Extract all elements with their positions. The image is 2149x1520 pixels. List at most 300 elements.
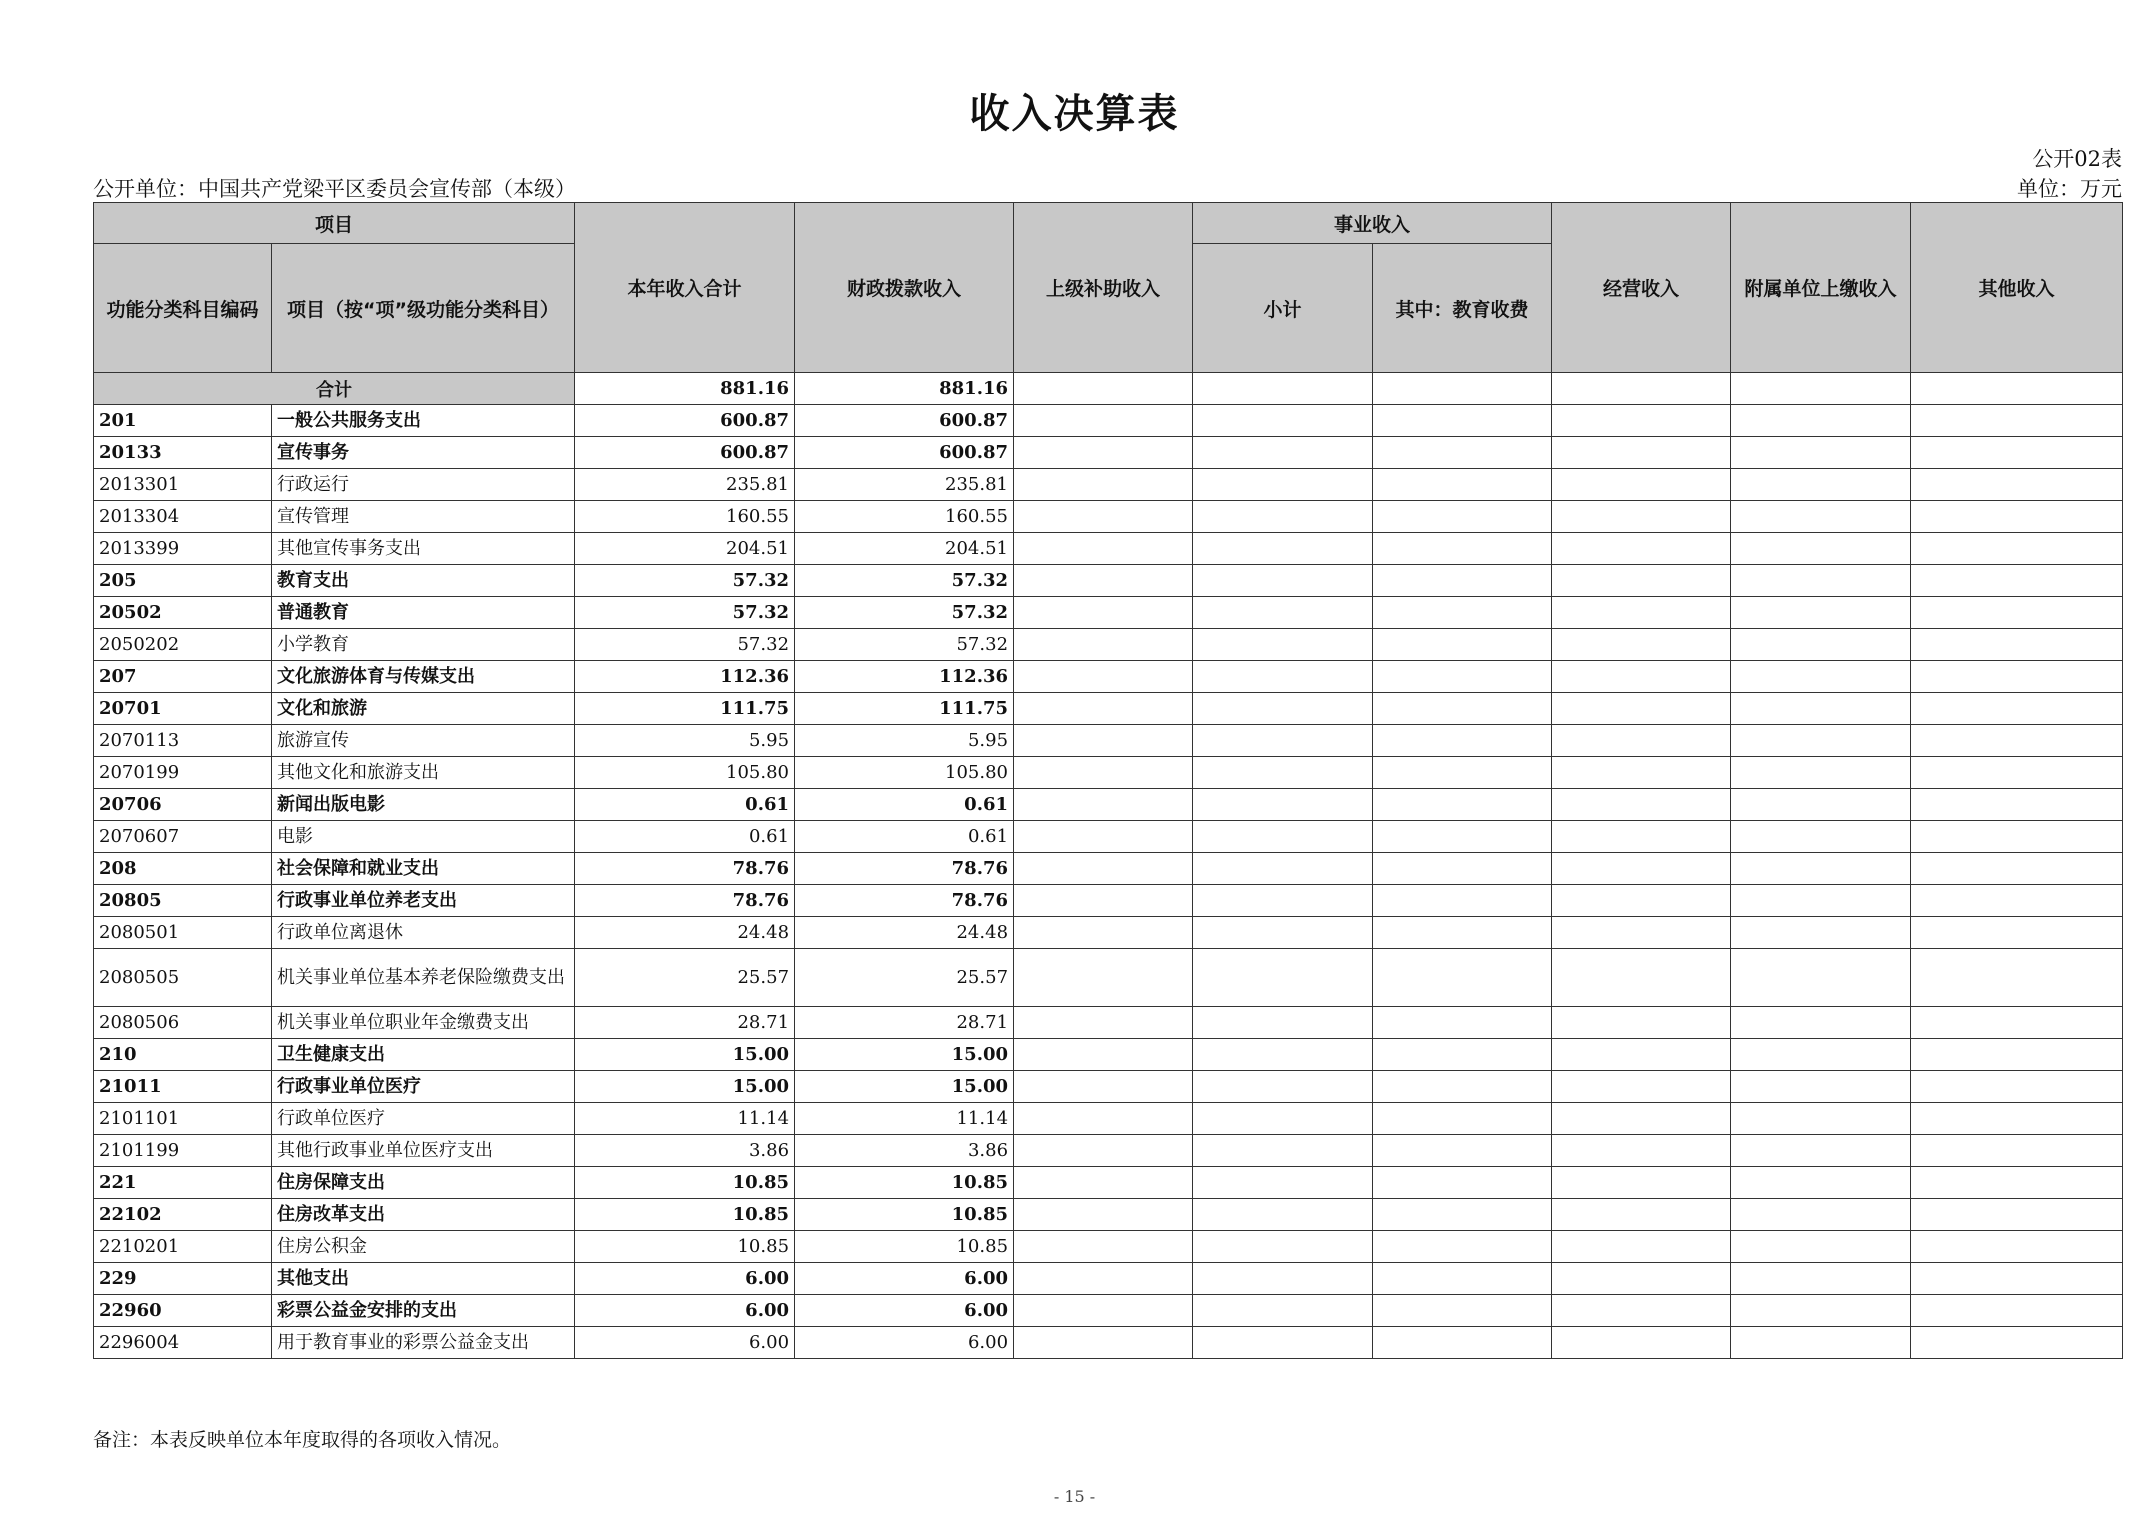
code-cell: 21011 xyxy=(94,1071,272,1103)
table-row xyxy=(94,597,2123,629)
table-row xyxy=(94,565,2123,597)
table-row xyxy=(94,1199,2123,1231)
empty-cell xyxy=(1193,1103,1373,1135)
table-row xyxy=(94,405,2123,437)
fiscal-income-cell: 111.75 xyxy=(795,693,1014,725)
empty-cell xyxy=(1193,1071,1373,1103)
empty-cell xyxy=(1911,1199,2123,1231)
empty-cell xyxy=(1373,629,1552,661)
empty-cell xyxy=(1373,757,1552,789)
name-cell: 教育支出 xyxy=(272,565,575,597)
total-income-cell: 204.51 xyxy=(575,533,795,565)
empty-cell xyxy=(1731,1327,1911,1359)
table-row xyxy=(94,661,2123,693)
header-fiscal: 财政拨款收入 xyxy=(795,203,1014,373)
empty-cell xyxy=(1373,437,1552,469)
empty-cell xyxy=(1731,1135,1911,1167)
code-cell: 229 xyxy=(94,1263,272,1295)
empty-cell xyxy=(1373,917,1552,949)
empty-cell xyxy=(1193,1263,1373,1295)
empty-cell xyxy=(1014,437,1193,469)
empty-cell xyxy=(1731,885,1911,917)
page-number: - 15 - xyxy=(1053,1487,1096,1506)
empty-cell xyxy=(1731,501,1911,533)
empty-cell xyxy=(1373,949,1552,1007)
fiscal-income-cell: 600.87 xyxy=(795,437,1014,469)
empty-cell xyxy=(1373,565,1552,597)
empty-cell xyxy=(1193,821,1373,853)
empty-cell xyxy=(1373,1199,1552,1231)
total-income-cell: 25.57 xyxy=(575,949,795,1007)
empty-cell xyxy=(1193,853,1373,885)
empty-cell xyxy=(1373,373,1552,405)
name-cell: 住房改革支出 xyxy=(272,1199,575,1231)
empty-cell xyxy=(1911,949,2123,1007)
header-code: 功能分类科目编码 xyxy=(94,244,272,373)
empty-cell xyxy=(1552,725,1731,757)
empty-cell xyxy=(1911,821,2123,853)
empty-cell xyxy=(1014,1327,1193,1359)
fiscal-income-cell: 57.32 xyxy=(795,597,1014,629)
empty-cell xyxy=(1731,821,1911,853)
table-row xyxy=(94,437,2123,469)
name-cell: 电影 xyxy=(272,821,575,853)
empty-cell xyxy=(1731,725,1911,757)
empty-cell xyxy=(1552,1071,1731,1103)
code-cell: 207 xyxy=(94,661,272,693)
empty-cell xyxy=(1731,1231,1911,1263)
table-row xyxy=(94,629,2123,661)
fiscal-income-cell: 15.00 xyxy=(795,1039,1014,1071)
empty-cell xyxy=(1552,821,1731,853)
header-operating: 经营收入 xyxy=(1552,203,1731,373)
total-income-cell: 78.76 xyxy=(575,853,795,885)
empty-cell xyxy=(1014,949,1193,1007)
empty-cell xyxy=(1014,501,1193,533)
empty-cell xyxy=(1731,405,1911,437)
total-row xyxy=(94,373,2123,405)
empty-cell xyxy=(1014,1167,1193,1199)
empty-cell xyxy=(1911,757,2123,789)
header-total: 本年收入合计 xyxy=(575,203,795,373)
empty-cell xyxy=(1373,1039,1552,1071)
empty-cell xyxy=(1731,917,1911,949)
total-income-cell: 111.75 xyxy=(575,693,795,725)
empty-cell xyxy=(1014,1071,1193,1103)
fiscal-income-cell: 57.32 xyxy=(795,629,1014,661)
name-cell: 其他宣传事务支出 xyxy=(272,533,575,565)
empty-cell xyxy=(1731,1199,1911,1231)
code-cell: 2050202 xyxy=(94,629,272,661)
empty-cell xyxy=(1552,693,1731,725)
code-cell: 2101101 xyxy=(94,1103,272,1135)
empty-cell xyxy=(1193,597,1373,629)
table-row xyxy=(94,821,2123,853)
table-row xyxy=(94,501,2123,533)
empty-cell xyxy=(1911,629,2123,661)
empty-cell xyxy=(1552,885,1731,917)
empty-cell xyxy=(1552,757,1731,789)
empty-cell xyxy=(1014,885,1193,917)
empty-cell xyxy=(1911,725,2123,757)
code-cell: 20502 xyxy=(94,597,272,629)
total-income-cell: 881.16 xyxy=(575,373,795,405)
code-cell: 20701 xyxy=(94,693,272,725)
empty-cell xyxy=(1911,405,2123,437)
fiscal-income-cell: 112.36 xyxy=(795,661,1014,693)
fiscal-income-cell: 10.85 xyxy=(795,1231,1014,1263)
code-cell: 2013301 xyxy=(94,469,272,501)
name-cell: 行政单位医疗 xyxy=(272,1103,575,1135)
code-cell: 2013399 xyxy=(94,533,272,565)
total-income-cell: 6.00 xyxy=(575,1263,795,1295)
empty-cell xyxy=(1911,917,2123,949)
total-income-cell: 15.00 xyxy=(575,1071,795,1103)
empty-cell xyxy=(1911,1007,2123,1039)
empty-cell xyxy=(1193,885,1373,917)
empty-cell xyxy=(1731,565,1911,597)
name-cell: 宣传管理 xyxy=(272,501,575,533)
empty-cell xyxy=(1014,469,1193,501)
empty-cell xyxy=(1911,661,2123,693)
fiscal-income-cell: 600.87 xyxy=(795,405,1014,437)
empty-cell xyxy=(1373,853,1552,885)
empty-cell xyxy=(1373,1327,1552,1359)
empty-cell xyxy=(1193,1327,1373,1359)
empty-cell xyxy=(1014,757,1193,789)
table-row xyxy=(94,789,2123,821)
fiscal-income-cell: 6.00 xyxy=(795,1327,1014,1359)
empty-cell xyxy=(1193,1199,1373,1231)
empty-cell xyxy=(1552,565,1731,597)
header-business-group: 事业收入 xyxy=(1193,203,1552,244)
fiscal-income-cell: 235.81 xyxy=(795,469,1014,501)
table-row xyxy=(94,949,2123,1007)
empty-cell xyxy=(1373,405,1552,437)
name-cell: 机关事业单位基本养老保险缴费支出 xyxy=(272,949,575,1007)
empty-cell xyxy=(1373,1295,1552,1327)
fiscal-income-cell: 78.76 xyxy=(795,885,1014,917)
name-cell: 行政事业单位医疗 xyxy=(272,1071,575,1103)
code-cell: 22102 xyxy=(94,1199,272,1231)
table-row xyxy=(94,757,2123,789)
empty-cell xyxy=(1552,437,1731,469)
income-table xyxy=(93,202,2123,1359)
empty-cell xyxy=(1014,1263,1193,1295)
empty-cell xyxy=(1193,1135,1373,1167)
name-cell: 宣传事务 xyxy=(272,437,575,469)
empty-cell xyxy=(1731,437,1911,469)
empty-cell xyxy=(1911,853,2123,885)
empty-cell xyxy=(1373,1167,1552,1199)
name-cell: 社会保障和就业支出 xyxy=(272,853,575,885)
currency-unit: 单位：万元 xyxy=(2017,177,2122,201)
table-row xyxy=(94,1295,2123,1327)
empty-cell xyxy=(1552,533,1731,565)
empty-cell xyxy=(1193,949,1373,1007)
empty-cell xyxy=(1193,501,1373,533)
name-cell: 文化旅游体育与传媒支出 xyxy=(272,661,575,693)
empty-cell xyxy=(1373,1135,1552,1167)
empty-cell xyxy=(1373,725,1552,757)
total-income-cell: 57.32 xyxy=(575,629,795,661)
fiscal-income-cell: 0.61 xyxy=(795,789,1014,821)
name-cell: 普通教育 xyxy=(272,597,575,629)
empty-cell xyxy=(1731,373,1911,405)
total-income-cell: 28.71 xyxy=(575,1007,795,1039)
reporting-unit: 公开单位：中国共产党梁平区委员会宣传部（本级） xyxy=(93,177,576,201)
empty-cell xyxy=(1731,853,1911,885)
code-cell: 2101199 xyxy=(94,1135,272,1167)
empty-cell xyxy=(1731,949,1911,1007)
code-cell: 205 xyxy=(94,565,272,597)
header-superior: 上级补助收入 xyxy=(1014,203,1193,373)
header-subtotal: 小计 xyxy=(1193,244,1373,373)
empty-cell xyxy=(1373,501,1552,533)
empty-cell xyxy=(1193,757,1373,789)
total-income-cell: 112.36 xyxy=(575,661,795,693)
empty-cell xyxy=(1911,597,2123,629)
name-cell: 其他行政事业单位医疗支出 xyxy=(272,1135,575,1167)
total-income-cell: 600.87 xyxy=(575,437,795,469)
empty-cell xyxy=(1552,629,1731,661)
fiscal-income-cell: 204.51 xyxy=(795,533,1014,565)
empty-cell xyxy=(1014,1231,1193,1263)
empty-cell xyxy=(1193,917,1373,949)
empty-cell xyxy=(1373,1231,1552,1263)
empty-cell xyxy=(1373,1103,1552,1135)
name-cell: 彩票公益金安排的支出 xyxy=(272,1295,575,1327)
empty-cell xyxy=(1552,1167,1731,1199)
empty-cell xyxy=(1552,501,1731,533)
total-income-cell: 0.61 xyxy=(575,821,795,853)
empty-cell xyxy=(1373,789,1552,821)
empty-cell xyxy=(1552,405,1731,437)
fiscal-income-cell: 10.85 xyxy=(795,1167,1014,1199)
empty-cell xyxy=(1373,693,1552,725)
name-cell: 行政运行 xyxy=(272,469,575,501)
empty-cell xyxy=(1014,789,1193,821)
empty-cell xyxy=(1014,1039,1193,1071)
total-income-cell: 6.00 xyxy=(575,1327,795,1359)
empty-cell xyxy=(1014,1135,1193,1167)
empty-cell xyxy=(1911,1263,2123,1295)
total-income-cell: 10.85 xyxy=(575,1231,795,1263)
empty-cell xyxy=(1193,405,1373,437)
empty-cell xyxy=(1731,1007,1911,1039)
empty-cell xyxy=(1552,1327,1731,1359)
code-cell: 20133 xyxy=(94,437,272,469)
name-cell: 住房保障支出 xyxy=(272,1167,575,1199)
code-cell: 2296004 xyxy=(94,1327,272,1359)
total-income-cell: 3.86 xyxy=(575,1135,795,1167)
empty-cell xyxy=(1552,789,1731,821)
empty-cell xyxy=(1193,629,1373,661)
empty-cell xyxy=(1552,1103,1731,1135)
empty-cell xyxy=(1911,533,2123,565)
table-row xyxy=(94,725,2123,757)
header-affiliated: 附属单位上缴收入 xyxy=(1731,203,1911,373)
name-cell: 旅游宣传 xyxy=(272,725,575,757)
empty-cell xyxy=(1911,437,2123,469)
total-income-cell: 160.55 xyxy=(575,501,795,533)
table-row xyxy=(94,1007,2123,1039)
empty-cell xyxy=(1014,853,1193,885)
table-row xyxy=(94,1231,2123,1263)
empty-cell xyxy=(1731,533,1911,565)
name-cell: 其他支出 xyxy=(272,1263,575,1295)
table-row xyxy=(94,853,2123,885)
total-income-cell: 10.85 xyxy=(575,1167,795,1199)
empty-cell xyxy=(1014,597,1193,629)
empty-cell xyxy=(1731,597,1911,629)
empty-cell xyxy=(1911,1039,2123,1071)
name-cell: 行政单位离退休 xyxy=(272,917,575,949)
empty-cell xyxy=(1014,1103,1193,1135)
header-other: 其他收入 xyxy=(1911,203,2123,373)
empty-cell xyxy=(1731,693,1911,725)
empty-cell xyxy=(1911,789,2123,821)
empty-cell xyxy=(1193,533,1373,565)
empty-cell xyxy=(1552,469,1731,501)
empty-cell xyxy=(1014,917,1193,949)
name-cell: 小学教育 xyxy=(272,629,575,661)
empty-cell xyxy=(1193,437,1373,469)
empty-cell xyxy=(1731,661,1911,693)
table-row xyxy=(94,1327,2123,1359)
fiscal-income-cell: 11.14 xyxy=(795,1103,1014,1135)
empty-cell xyxy=(1552,1263,1731,1295)
empty-cell xyxy=(1014,1295,1193,1327)
empty-cell xyxy=(1552,1007,1731,1039)
fiscal-income-cell: 5.95 xyxy=(795,725,1014,757)
empty-cell xyxy=(1373,885,1552,917)
fiscal-income-cell: 78.76 xyxy=(795,853,1014,885)
empty-cell xyxy=(1552,1039,1731,1071)
table-row xyxy=(94,1135,2123,1167)
total-income-cell: 235.81 xyxy=(575,469,795,501)
fiscal-income-cell: 6.00 xyxy=(795,1263,1014,1295)
empty-cell xyxy=(1373,1071,1552,1103)
empty-cell xyxy=(1731,1167,1911,1199)
empty-cell xyxy=(1014,661,1193,693)
fiscal-income-cell: 15.00 xyxy=(795,1071,1014,1103)
name-cell: 新闻出版电影 xyxy=(272,789,575,821)
empty-cell xyxy=(1193,1167,1373,1199)
total-income-cell: 11.14 xyxy=(575,1103,795,1135)
empty-cell xyxy=(1911,1327,2123,1359)
empty-cell xyxy=(1193,1039,1373,1071)
fiscal-income-cell: 57.32 xyxy=(795,565,1014,597)
table-row xyxy=(94,693,2123,725)
empty-cell xyxy=(1911,373,2123,405)
empty-cell xyxy=(1911,1231,2123,1263)
total-income-cell: 0.61 xyxy=(575,789,795,821)
name-cell: 其他文化和旅游支出 xyxy=(272,757,575,789)
empty-cell xyxy=(1731,629,1911,661)
empty-cell xyxy=(1731,1039,1911,1071)
name-cell: 行政事业单位养老支出 xyxy=(272,885,575,917)
empty-cell xyxy=(1014,693,1193,725)
code-cell: 2210201 xyxy=(94,1231,272,1263)
empty-cell xyxy=(1014,629,1193,661)
header-education: 其中：教育收费 xyxy=(1373,244,1552,373)
empty-cell xyxy=(1731,1263,1911,1295)
empty-cell xyxy=(1373,661,1552,693)
fiscal-income-cell: 24.48 xyxy=(795,917,1014,949)
total-income-cell: 105.80 xyxy=(575,757,795,789)
name-cell: 一般公共服务支出 xyxy=(272,405,575,437)
total-income-cell: 78.76 xyxy=(575,885,795,917)
code-cell: 2013304 xyxy=(94,501,272,533)
empty-cell xyxy=(1193,373,1373,405)
total-income-cell: 5.95 xyxy=(575,725,795,757)
code-cell: 208 xyxy=(94,853,272,885)
empty-cell xyxy=(1552,1295,1731,1327)
total-fiscal-cell: 881.16 xyxy=(795,373,1014,405)
empty-cell xyxy=(1731,1103,1911,1135)
empty-cell xyxy=(1014,565,1193,597)
fiscal-income-cell: 160.55 xyxy=(795,501,1014,533)
fiscal-income-cell: 3.86 xyxy=(795,1135,1014,1167)
table-row xyxy=(94,885,2123,917)
empty-cell xyxy=(1193,469,1373,501)
empty-cell xyxy=(1193,661,1373,693)
page-title: 收入决算表 xyxy=(969,91,1180,137)
name-cell: 住房公积金 xyxy=(272,1231,575,1263)
empty-cell xyxy=(1373,1007,1552,1039)
empty-cell xyxy=(1731,1295,1911,1327)
fiscal-income-cell: 10.85 xyxy=(795,1199,1014,1231)
empty-cell xyxy=(1911,469,2123,501)
table-row xyxy=(94,533,2123,565)
empty-cell xyxy=(1911,1167,2123,1199)
table-row xyxy=(94,1167,2123,1199)
fiscal-income-cell: 105.80 xyxy=(795,757,1014,789)
empty-cell xyxy=(1552,949,1731,1007)
empty-cell xyxy=(1193,693,1373,725)
empty-cell xyxy=(1193,1295,1373,1327)
code-cell: 22960 xyxy=(94,1295,272,1327)
empty-cell xyxy=(1014,1007,1193,1039)
fiscal-income-cell: 25.57 xyxy=(795,949,1014,1007)
code-cell: 210 xyxy=(94,1039,272,1071)
empty-cell xyxy=(1014,373,1193,405)
empty-cell xyxy=(1373,597,1552,629)
empty-cell xyxy=(1731,789,1911,821)
code-cell: 2070607 xyxy=(94,821,272,853)
code-cell: 2080505 xyxy=(94,949,272,1007)
empty-cell xyxy=(1373,469,1552,501)
empty-cell xyxy=(1373,821,1552,853)
empty-cell xyxy=(1552,1231,1731,1263)
name-cell: 机关事业单位职业年金缴费支出 xyxy=(272,1007,575,1039)
name-cell: 卫生健康支出 xyxy=(272,1039,575,1071)
empty-cell xyxy=(1193,789,1373,821)
empty-cell xyxy=(1014,725,1193,757)
total-income-cell: 10.85 xyxy=(575,1199,795,1231)
code-cell: 20805 xyxy=(94,885,272,917)
empty-cell xyxy=(1193,565,1373,597)
empty-cell xyxy=(1911,693,2123,725)
table-row xyxy=(94,1263,2123,1295)
form-number: 公开02表 xyxy=(2032,147,2122,171)
table-row xyxy=(94,1039,2123,1071)
empty-cell xyxy=(1552,917,1731,949)
name-cell: 文化和旅游 xyxy=(272,693,575,725)
empty-cell xyxy=(1911,1295,2123,1327)
code-cell: 20706 xyxy=(94,789,272,821)
